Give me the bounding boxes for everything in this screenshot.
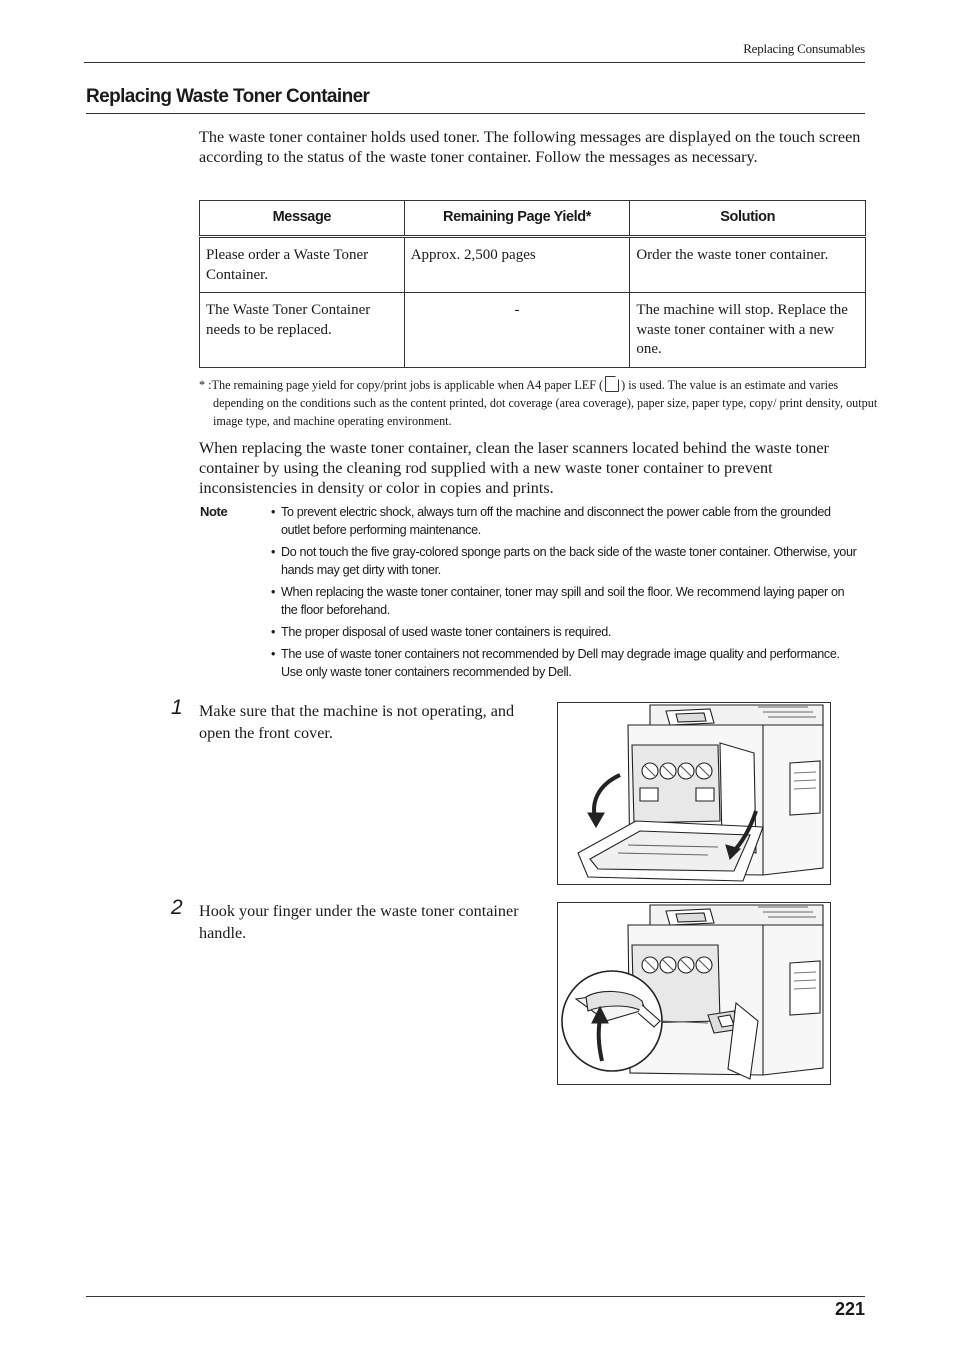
- list-item: [271, 623, 861, 641]
- table-row: [200, 237, 866, 293]
- note-item-text: To prevent electric shock, always turn off the machine and disconnect the power cable from the grounded outlet before performing maintenance.: [281, 505, 831, 537]
- open-front-cover-illustration: [557, 702, 831, 885]
- footnote-text-start: * :The remaining page yield for copy/print jobs is applicable when A4 paper LEF (: [199, 378, 604, 392]
- paper-lef-icon: [605, 376, 619, 392]
- page-number: 221: [834, 1299, 865, 1319]
- list-item: [271, 645, 861, 681]
- footer-rule: [86, 1296, 865, 1297]
- status-table: [199, 200, 866, 368]
- header-rule: [84, 62, 865, 63]
- table-cell-message: Please order a Waste Toner Container.: [200, 237, 405, 293]
- table-cell-solution: Order the waste toner container.: [630, 237, 866, 293]
- table-cell-solution: The machine will stop. Replace the waste toner container with a new one.: [630, 293, 866, 368]
- bullet-icon: •: [271, 505, 276, 519]
- title-rule: [86, 113, 865, 114]
- footnote: [199, 376, 879, 430]
- step-1-text: Make sure that the machine is not operating, and open the front cover.: [199, 702, 515, 742]
- intro-paragraph: The waste toner container holds used toner. The following messages are displayed on the touch screen according to the status of the waste toner container. Follow the messages as necessary.: [199, 128, 861, 166]
- bullet-icon: •: [271, 585, 276, 599]
- note-item-text: The use of waste toner containers not recommended by Dell may degrade image quality and performance. Use only waste toner containers recommended by Dell.: [281, 647, 840, 679]
- column-header-solution: Solution: [630, 201, 866, 237]
- section-title: Replacing Waste Toner Container: [86, 86, 370, 107]
- running-header: Replacing Consumables: [743, 41, 865, 56]
- table-header-row: [200, 201, 866, 237]
- note-label: Note: [200, 504, 228, 519]
- laser-scanner-paragraph: When replacing the waste toner container, clean the laser scanners located behind the waste toner container by using the cleaning rod supplied with a new waste toner container to prevent inconsistencies in density or color in copies and prints.: [199, 439, 829, 497]
- note-item-text: Do not touch the five gray-colored sponge parts on the back side of the waste toner container. Otherwise, your hands may get dirty with toner.: [281, 545, 857, 577]
- column-header-message: Message: [200, 201, 405, 237]
- waste-toner-handle-illustration: [557, 902, 831, 1085]
- table-cell-message: The Waste Toner Container needs to be replaced.: [200, 293, 405, 368]
- note-item-text: The proper disposal of used waste toner containers is required.: [281, 625, 612, 639]
- bullet-icon: •: [271, 545, 276, 559]
- step-2-number: 2: [171, 896, 183, 919]
- footnote-text-end: ) is used. The value is an estimate and varies depending on the conditions such as the content printed, dot coverage (area coverage), paper size, paper type, copy/ print density, output image type, and machine operating environment.: [213, 378, 878, 428]
- table-cell-yield: Approx. 2,500 pages: [404, 237, 630, 293]
- bullet-icon: •: [271, 625, 276, 639]
- note-list: [271, 503, 861, 685]
- table-row: [200, 293, 866, 368]
- list-item: [271, 583, 861, 619]
- printer-handle-drawing: [558, 903, 830, 1084]
- column-header-remaining-page-yield: Remaining Page Yield*: [404, 201, 630, 237]
- list-item: [271, 503, 861, 539]
- step-2-text: Hook your finger under the waste toner container handle.: [199, 902, 519, 942]
- printer-open-cover-drawing: [558, 703, 830, 884]
- list-item: [271, 543, 861, 579]
- note-item-text: When replacing the waste toner container, toner may spill and soil the floor. We recommend laying paper on the floor beforehand.: [281, 585, 845, 617]
- step-1-number: 1: [171, 696, 183, 719]
- table-cell-yield: -: [404, 293, 630, 368]
- bullet-icon: •: [271, 647, 276, 661]
